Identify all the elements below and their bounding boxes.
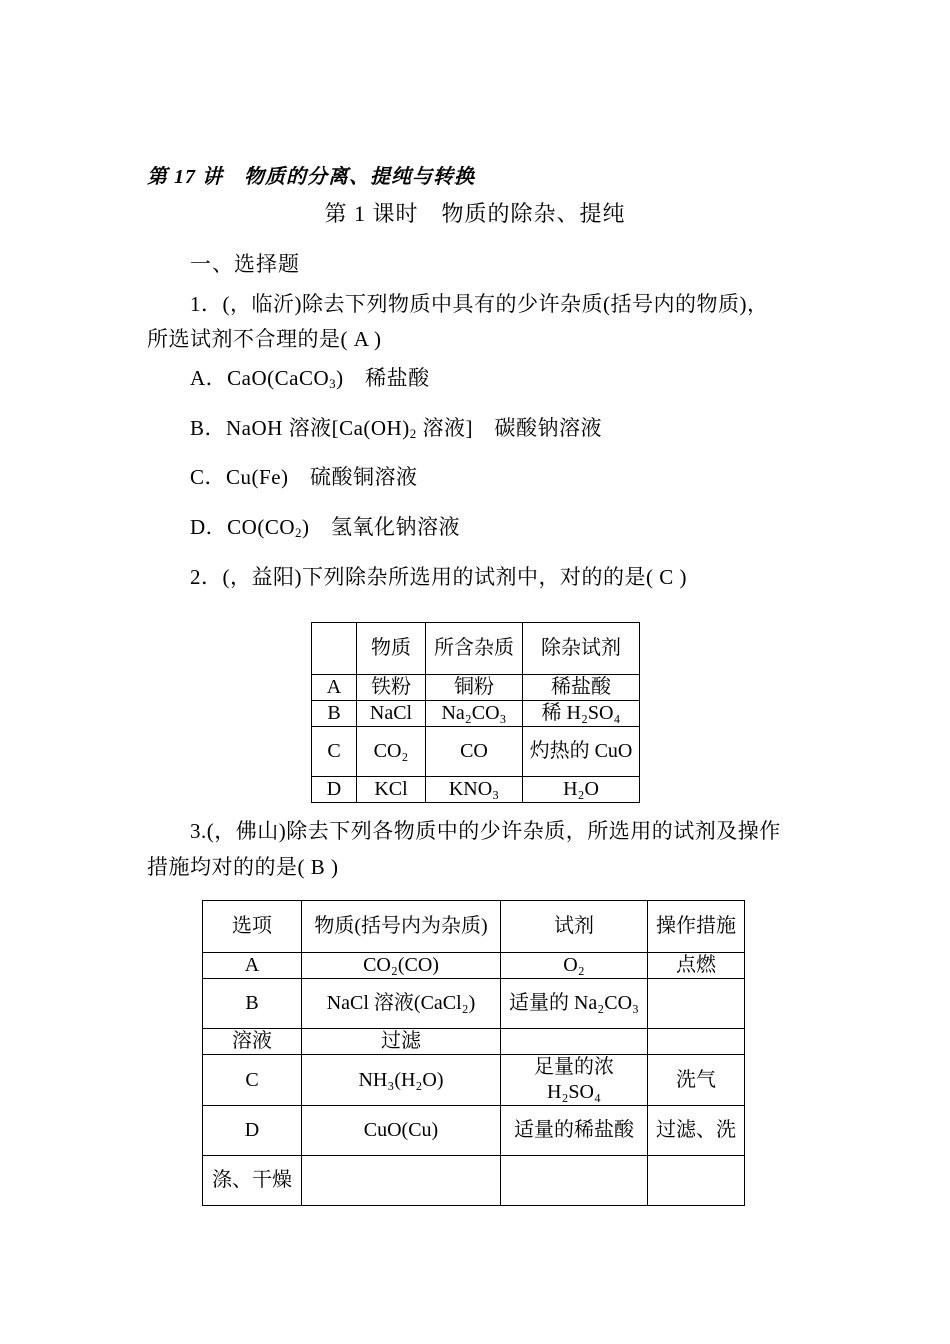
table-cell: A (203, 953, 302, 979)
table-cell: D (312, 777, 357, 803)
q1-option-a: A．CaO(CaCO$_3$) 稀盐酸 (190, 366, 430, 391)
section-title: 一、选择题 (190, 252, 300, 276)
table-cell (501, 1029, 648, 1055)
table-row (203, 1106, 745, 1156)
table-cell: CO₂(CO) (302, 953, 501, 979)
q1-stem-line2: 所选试剂不合理的是( A ) (147, 327, 382, 351)
table-cell (648, 979, 745, 1029)
q1-option-c: C．Cu(Fe) 硫酸铜溶液 (190, 465, 418, 489)
table-cell: 点燃 (648, 953, 745, 979)
q1-option-d: D．$CO(CO_2)$ 氢氧化钠溶液 (190, 515, 461, 540)
table-cell (648, 1029, 745, 1055)
table-cell: CuO(Cu) (302, 1106, 501, 1156)
table-cell: A (312, 675, 357, 701)
lesson-title: 第 1 课时 物质的除杂、提纯 (324, 201, 626, 226)
table-cell: 过滤 (302, 1029, 501, 1055)
table-row (203, 901, 745, 953)
table-cell: NaCl (357, 701, 426, 727)
table-row (203, 979, 745, 1029)
table-row (203, 1029, 745, 1055)
table-header-cell: 试剂 (501, 901, 648, 953)
table-cell: 适量的 Na₂CO₃ (501, 979, 648, 1029)
table-cell: NH₃(H₂O) (302, 1055, 501, 1106)
table-cell: 涤、干燥 (203, 1156, 302, 1206)
table-row (203, 1156, 745, 1206)
q3-table (202, 900, 745, 1206)
table-header-cell: 操作措施 (648, 901, 745, 953)
table-row (312, 777, 640, 803)
table-cell: 过滤、洗 (648, 1106, 745, 1156)
table-header-cell: 除杂试剂 (523, 623, 640, 675)
table-row (312, 675, 640, 701)
q3-stem-line1: 3.(，佛山)除去下列各物质中的少许杂质，所选用的试剂及操作 (190, 819, 781, 843)
table-cell: 溶液 (203, 1029, 302, 1055)
chapter-title: 第 17 讲 物质的分离、提纯与转换 (147, 166, 475, 188)
table-cell (648, 1156, 745, 1206)
table-cell: CO (426, 727, 523, 777)
table-cell: KCl (357, 777, 426, 803)
q1-stem-line1: 1．(，临沂)除去下列物质中具有的少许杂质(括号内的物质)， (190, 292, 769, 316)
table-cell: 洗气 (648, 1055, 745, 1106)
table-header-cell: 物质 (357, 623, 426, 675)
q1-option-b: B．NaOH 溶液[$Ca(OH)_2$ 溶液] 碳酸钠溶液 (190, 416, 602, 441)
table-header-cell (312, 623, 357, 675)
table-row (312, 623, 640, 675)
table-cell: 铜粉 (426, 675, 523, 701)
table-cell: 灼热的 CuO (523, 727, 640, 777)
table-cell: 适量的稀盐酸 (501, 1106, 648, 1156)
q2-stem: 2．(，益阳)下列除杂所选用的试剂中，对的的是( C ) (190, 565, 687, 589)
q2-table (311, 622, 640, 803)
table-header-cell: 物质(括号内为杂质) (302, 901, 501, 953)
table-cell: 铁粉 (357, 675, 426, 701)
table-cell: 足量的浓 H₂SO₄ (501, 1055, 648, 1106)
table-cell: C (312, 727, 357, 777)
table-cell: KNO₃ (426, 777, 523, 803)
table-cell: C (203, 1055, 302, 1106)
table-header-cell: 选项 (203, 901, 302, 953)
table-cell: Na₂CO₃ (426, 701, 523, 727)
table-cell: NaCl 溶液(CaCl₂) (302, 979, 501, 1029)
table-cell: 稀盐酸 (523, 675, 640, 701)
table-cell (501, 1156, 648, 1206)
table-row (203, 953, 745, 979)
table-cell (302, 1156, 501, 1206)
table-cell: D (203, 1106, 302, 1156)
table-cell: O₂ (501, 953, 648, 979)
table-cell: B (203, 979, 302, 1029)
table-cell: CO₂ (357, 727, 426, 777)
table-row (312, 727, 640, 777)
table-cell: B (312, 701, 357, 727)
table-cell: 稀 H₂SO₄ (523, 701, 640, 727)
table-row (312, 701, 640, 727)
q3-stem-line2: 措施均对的的是( B ) (147, 855, 339, 879)
table-header-cell: 所含杂质 (426, 623, 523, 675)
table-cell: H₂O (523, 777, 640, 803)
table-row (203, 1055, 745, 1106)
